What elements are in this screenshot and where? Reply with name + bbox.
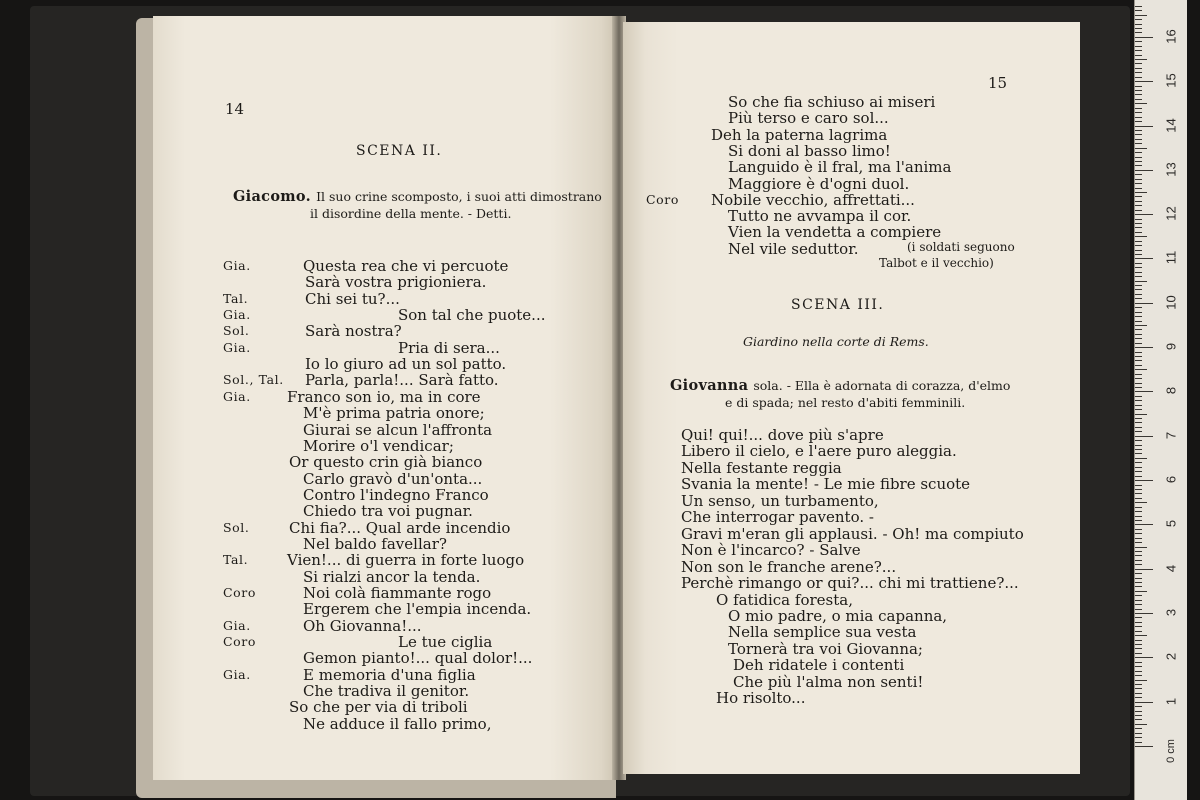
ruler-tick <box>1135 139 1142 140</box>
ruler-tick <box>1135 418 1142 419</box>
ruler-tick <box>1135 201 1142 202</box>
ruler-tick <box>1135 635 1147 636</box>
ruler-tick <box>1135 449 1142 450</box>
ruler-tick <box>1135 693 1142 694</box>
verse-line: Ne adduce il fallo primo, <box>303 714 492 733</box>
ruler-tick <box>1135 662 1142 663</box>
ruler-tick <box>1135 223 1142 224</box>
ruler-tick <box>1135 644 1142 645</box>
ruler-tick <box>1135 520 1142 521</box>
left-page-number: 14 <box>225 100 245 118</box>
ruler-tick <box>1135 112 1142 113</box>
ruler-tick <box>1135 77 1142 78</box>
ruler-tick <box>1135 684 1142 685</box>
ruler-tick <box>1135 391 1153 392</box>
ruler-tick <box>1135 396 1142 397</box>
ruler-tick <box>1135 631 1142 632</box>
ruler-tick <box>1135 609 1142 610</box>
ruler-tick <box>1135 41 1142 42</box>
speaker-label: Gia. <box>223 666 251 682</box>
ruler-tick <box>1135 489 1142 490</box>
stage-direction-line-2: il disordine della mente. - Detti. <box>310 206 512 221</box>
ruler-tick <box>1135 267 1142 268</box>
verse-line: Nel vile seduttor. <box>728 239 859 258</box>
ruler-tick <box>1135 356 1142 357</box>
right-page-number: 15 <box>988 74 1008 92</box>
ruler-tick <box>1135 174 1142 175</box>
ruler-tick <box>1135 28 1142 29</box>
ruler-tick <box>1135 343 1142 344</box>
ruler-tick <box>1135 564 1142 565</box>
ruler-tick <box>1135 445 1142 446</box>
ruler-tick <box>1135 108 1142 109</box>
verse-line: Perchè rimango or qui?... chi mi trattiene?... <box>681 574 1019 593</box>
speaker-label: Coro <box>223 634 256 650</box>
ruler-tick <box>1135 697 1142 698</box>
ruler-unit-label: 0 cm <box>1165 739 1177 763</box>
verse-line: Nobile vecchio, affrettati... <box>711 190 915 209</box>
verse-line: Pria di sera... <box>398 338 500 357</box>
verse-line: Si rialzi ancor la tenda. <box>303 567 481 586</box>
ruler-tick <box>1135 99 1142 100</box>
ruler-tick <box>1135 334 1142 335</box>
verse-line: Nel baldo favellar? <box>303 534 447 553</box>
ruler-tick <box>1135 32 1142 33</box>
ruler-tick <box>1135 467 1142 468</box>
speaker-label: Sol., Tal. <box>223 372 284 388</box>
ruler-label: 6 <box>1163 475 1179 484</box>
ruler-tick <box>1135 24 1142 25</box>
ruler-tick <box>1135 733 1142 734</box>
ruler-tick <box>1135 179 1142 180</box>
ruler-tick <box>1135 640 1142 641</box>
ruler-tick <box>1135 312 1142 313</box>
ruler-tick <box>1135 241 1142 242</box>
verse-line: Svania la mente! - Le mie fibre scuote <box>681 475 971 494</box>
speaker-label: Sol. <box>223 323 250 339</box>
verse-line: Che tradiva il genitor. <box>303 682 470 701</box>
ruler-tick <box>1135 387 1142 388</box>
ruler-tick <box>1135 19 1142 20</box>
ruler-tick <box>1135 352 1142 353</box>
ruler-tick <box>1135 516 1142 517</box>
ruler-tick <box>1135 529 1142 530</box>
ruler-tick <box>1135 666 1142 667</box>
ruler-tick <box>1135 161 1142 162</box>
ruler-label: 9 <box>1163 343 1179 351</box>
ruler-tick <box>1135 227 1142 228</box>
verse-line: Non son le franche arene?... <box>681 557 897 576</box>
verse-line: Deh la paterna lagrima <box>711 125 888 144</box>
ruler-tick <box>1135 254 1142 255</box>
ruler-tick <box>1135 453 1142 454</box>
left-scene-title: SCENA II. <box>356 143 443 159</box>
speaker-label: Gia. <box>223 307 251 323</box>
ruler-tick <box>1135 427 1142 428</box>
speaker-label: Sol. <box>223 519 250 535</box>
ruler-tick <box>1135 555 1142 556</box>
ruler-tick <box>1135 551 1142 552</box>
verse-line: Vien la vendetta a compiere <box>728 223 942 242</box>
ruler-tick <box>1135 719 1142 720</box>
ruler-label: 8 <box>1163 387 1179 395</box>
ruler-tick <box>1135 369 1147 370</box>
ruler-tick <box>1135 68 1142 69</box>
ruler-tick <box>1135 440 1142 441</box>
ruler-tick <box>1135 294 1142 295</box>
right-scene-title: SCENA III. <box>791 297 885 313</box>
verse-line: Vien!... di guerra in forte luogo <box>287 551 525 570</box>
ruler-tick <box>1135 378 1142 379</box>
ruler-tick <box>1135 219 1142 220</box>
ruler-tick <box>1135 675 1142 676</box>
ruler-tick <box>1135 462 1142 463</box>
ruler-tick <box>1135 329 1142 330</box>
left-book-page <box>153 16 615 780</box>
ruler-tick <box>1135 715 1142 716</box>
ruler-tick <box>1135 232 1142 233</box>
right-book-page <box>623 22 1080 774</box>
scene-setting: Giardino nella corte di Rems. <box>743 334 929 349</box>
ruler-tick <box>1135 498 1142 499</box>
ruler-tick <box>1135 560 1142 561</box>
ruler-label: 5 <box>1163 520 1179 528</box>
ruler-tick <box>1135 148 1147 149</box>
ruler-tick <box>1135 263 1142 264</box>
ruler-tick <box>1135 578 1142 579</box>
verse-line: Tutto ne avvampa il cor. <box>728 207 912 226</box>
ruler-tick <box>1135 46 1142 47</box>
ruler-label: 10 <box>1163 295 1179 310</box>
ruler-tick <box>1135 86 1142 87</box>
ruler-label: 2 <box>1163 653 1179 661</box>
verse-line: Tornerà tra voi Giovanna; <box>728 639 923 658</box>
ruler-tick <box>1135 538 1142 539</box>
ruler-label: 16 <box>1163 29 1179 44</box>
verse-line: Le tue ciglia <box>398 633 493 652</box>
ruler-tick <box>1135 431 1142 432</box>
ruler-tick <box>1135 405 1142 406</box>
verse-line: Io lo giuro ad un sol patto. <box>305 355 507 374</box>
verse-line: Oh Giovanna!... <box>303 616 422 635</box>
verse-line: Morire o'l vendicar; <box>303 436 454 455</box>
ruler-tick <box>1135 121 1142 122</box>
ruler-tick <box>1135 81 1153 82</box>
ruler-tick <box>1135 493 1142 494</box>
ruler-tick <box>1135 657 1153 658</box>
character-name-giovanna: Giovanna <box>670 377 749 394</box>
ruler-tick <box>1135 165 1142 166</box>
ruler-tick <box>1135 130 1142 131</box>
ruler-tick <box>1135 10 1142 11</box>
ruler-tick <box>1135 622 1142 623</box>
speaker-label: Gia. <box>223 388 251 404</box>
ruler-tick <box>1135 511 1142 512</box>
ruler-tick <box>1135 276 1142 277</box>
ruler-tick <box>1135 90 1142 91</box>
ruler-tick <box>1135 347 1153 348</box>
ruler-tick <box>1135 37 1153 38</box>
ruler-label: 14 <box>1163 117 1179 133</box>
ruler-tick <box>1135 458 1147 459</box>
ruler-tick <box>1135 321 1142 322</box>
ruler-tick <box>1135 524 1153 525</box>
ruler-tick <box>1135 476 1142 477</box>
ruler-tick <box>1135 533 1142 534</box>
ruler-tick <box>1135 617 1142 618</box>
speaker-label: Gia. <box>223 339 251 355</box>
ruler-label: 15 <box>1163 73 1179 88</box>
verse-line: Chi sei tu?... <box>305 289 400 308</box>
ruler-tick <box>1135 582 1142 583</box>
verse-line: So che fia schiuso ai miseri <box>728 93 936 111</box>
verse-line: E memoria d'una figlia <box>303 665 476 684</box>
ruler-tick <box>1135 205 1142 206</box>
verse-line: Sarà nostra? <box>305 322 402 341</box>
ruler-tick <box>1135 325 1147 326</box>
ruler-tick <box>1135 422 1142 423</box>
ruler-tick <box>1135 103 1147 104</box>
verse-line: Carlo gravò d'un'onta... <box>303 469 483 488</box>
ruler-tick <box>1135 196 1142 197</box>
verse-line: Gemon pianto!... qual dolor!... <box>303 649 533 668</box>
verse-line: Un senso, un turbamento, <box>681 491 879 510</box>
ruler-tick <box>1135 586 1142 587</box>
verse-line: Sarà vostra prigioniera. <box>305 273 487 292</box>
verse-line: Si doni al basso limo! <box>728 141 891 160</box>
ruler-tick <box>1135 134 1142 135</box>
ruler-tick <box>1135 214 1153 215</box>
ruler-tick <box>1135 746 1153 747</box>
ruler-tick <box>1135 480 1153 481</box>
ruler-tick <box>1135 573 1142 574</box>
ruler-tick <box>1135 316 1142 317</box>
ruler-tick <box>1135 126 1153 127</box>
ruler-tick <box>1135 245 1142 246</box>
ruler-tick <box>1135 258 1153 259</box>
verse-line: Nella semplice sua vesta <box>728 623 917 642</box>
ruler-tick <box>1135 671 1142 672</box>
ruler-tick <box>1135 595 1142 596</box>
ruler-tick <box>1135 400 1142 401</box>
ruler-label <box>1164 0 1179 6</box>
ruler-tick <box>1135 409 1142 410</box>
ruler-tick <box>1135 569 1153 570</box>
stage-direction-line-2: e di spada; nel resto d'abiti femminili. <box>725 395 966 410</box>
verse-line: So che per via di triboli <box>289 698 468 717</box>
ruler-tick <box>1135 507 1142 508</box>
ruler-tick <box>1135 6 1142 7</box>
ruler-tick <box>1135 183 1142 184</box>
ruler-label: 4 <box>1163 564 1179 572</box>
ruler-tick <box>1135 742 1142 743</box>
verse-line: Chi fia?... Qual arde incendio <box>289 518 511 537</box>
ruler-tick <box>1135 728 1142 729</box>
verse-line: O fatidica foresta, <box>716 590 853 609</box>
verse-line: Deh ridatele i contenti <box>733 656 905 675</box>
verse-line: Chiedo tra voi pugnar. <box>303 502 473 521</box>
ruler-tick <box>1135 55 1142 56</box>
ruler-tick <box>1135 365 1142 366</box>
verse-line: Maggiore è d'ogni duol. <box>728 174 910 193</box>
ruler-tick <box>1135 471 1142 472</box>
speaker-label: Coro <box>223 585 256 600</box>
ruler-tick <box>1135 547 1147 548</box>
ruler-tick <box>1135 702 1153 703</box>
speaker-label: Gia. <box>223 617 251 633</box>
verse-line: Gravi m'eran gli applausi. - Oh! ma compiuto <box>681 524 1024 543</box>
ruler-label: 7 <box>1163 431 1179 439</box>
ruler-tick <box>1135 626 1142 627</box>
ruler-tick <box>1135 648 1142 649</box>
verse-line: Ho risolto... <box>716 689 806 708</box>
ruler-tick <box>1135 338 1142 339</box>
ruler-tick <box>1135 50 1142 51</box>
ruler-tick <box>1135 383 1142 384</box>
stage-direction-line-1: sola. - Ella è adornata di corazza, d'elmo <box>753 378 1011 393</box>
ruler-tick <box>1135 591 1147 592</box>
ruler-tick <box>1135 285 1142 286</box>
ruler-tick <box>1135 289 1142 290</box>
ruler-tick <box>1135 680 1147 681</box>
ruler-tick <box>1135 303 1153 304</box>
ruler-tick <box>1135 170 1153 171</box>
ruler-tick <box>1135 117 1142 118</box>
speaker-label: Tal. <box>223 290 249 306</box>
ruler-tick <box>1135 281 1147 282</box>
verse-line: Parla, parla!... Sarà fatto. <box>305 371 499 390</box>
verse-line: Nella festante reggia <box>681 458 842 477</box>
ruler-tick <box>1135 298 1142 299</box>
ruler-tick <box>1135 613 1153 614</box>
ruler-tick <box>1135 604 1142 605</box>
verse-line: Più terso e caro sol... <box>728 109 889 128</box>
ruler-tick <box>1135 272 1142 273</box>
ruler-tick <box>1135 250 1142 251</box>
ruler-tick <box>1135 414 1147 415</box>
ruler-tick <box>1135 436 1153 437</box>
stage-exit-line-2: Talbot e il vecchio) <box>879 256 994 270</box>
ruler-label: 11 <box>1163 251 1179 265</box>
ruler-tick <box>1135 542 1142 543</box>
stage-exit-line-1: (i soldati seguono <box>907 240 1015 254</box>
ruler-tick <box>1135 59 1147 60</box>
ruler-tick <box>1135 360 1142 361</box>
ruler-label: 3 <box>1163 608 1179 617</box>
ruler-tick <box>1135 236 1147 237</box>
verse-line: Son tal che puote... <box>398 306 546 325</box>
verse-line: Che più l'alma non senti! <box>733 672 924 691</box>
verse-line: Languido è il fral, ma l'anima <box>728 158 952 177</box>
ruler-tick <box>1135 711 1142 712</box>
verse-line: M'è prima patria onore; <box>303 404 485 423</box>
ruler-tick <box>1135 157 1142 158</box>
ruler-tick <box>1135 724 1147 725</box>
ruler-tick <box>1135 63 1142 64</box>
left-stage-direction <box>233 186 602 205</box>
ruler-tick <box>1135 307 1142 308</box>
measurement-ruler <box>1134 0 1187 800</box>
ruler-label: 1 <box>1163 697 1179 705</box>
ruler-tick <box>1135 15 1147 16</box>
verse-line: Qui! qui!... dove più s'apre <box>681 426 884 444</box>
right-stage-direction <box>670 375 1010 394</box>
ruler-tick <box>1135 210 1142 211</box>
verse-line: Libero il cielo, e l'aere puro aleggia. <box>681 442 957 461</box>
ruler-tick <box>1135 706 1142 707</box>
speaker-label: Gia. <box>223 258 251 273</box>
ruler-tick <box>1135 94 1142 95</box>
ruler-label: 12 <box>1163 206 1179 221</box>
ruler-tick <box>1135 72 1142 73</box>
verse-line: Or questo crin già bianco <box>289 453 483 472</box>
ruler-tick <box>1135 485 1142 486</box>
verse-line: Giurai se alcun l'affronta <box>303 420 493 439</box>
ruler-tick <box>1135 192 1147 193</box>
speaker-label: Tal. <box>223 552 249 568</box>
ruler-tick <box>1135 600 1142 601</box>
ruler-tick <box>1135 653 1142 654</box>
stage-direction-line-1: Il suo crine scomposto, i suoi atti dimostrano <box>316 189 602 204</box>
verse-line: Non è l'incarco? - Salve <box>681 541 861 560</box>
verse-line: Ergerem che l'empia incenda. <box>303 600 532 619</box>
ruler-tick <box>1135 502 1147 503</box>
ruler-tick <box>1135 143 1142 144</box>
verse-line: Contro l'indegno Franco <box>303 485 489 504</box>
ruler-label: 13 <box>1163 162 1179 177</box>
verse-line: Franco son io, ma in core <box>287 387 481 406</box>
ruler-tick <box>1135 737 1142 738</box>
verse-line: Che interrogar pavento. - <box>681 508 874 527</box>
speaker-label: Coro <box>646 191 679 207</box>
ruler-tick <box>1135 152 1142 153</box>
character-name-giacomo: Giacomo. <box>233 188 311 205</box>
verse-line: O mio padre, o mia capanna, <box>728 606 948 625</box>
verse-line: Questa rea che vi percuote <box>303 257 509 275</box>
ruler-tick <box>1135 688 1142 689</box>
verse-line: Noi colà fiammante rogo <box>303 584 492 602</box>
ruler-tick <box>1135 188 1142 189</box>
ruler-tick <box>1135 374 1142 375</box>
